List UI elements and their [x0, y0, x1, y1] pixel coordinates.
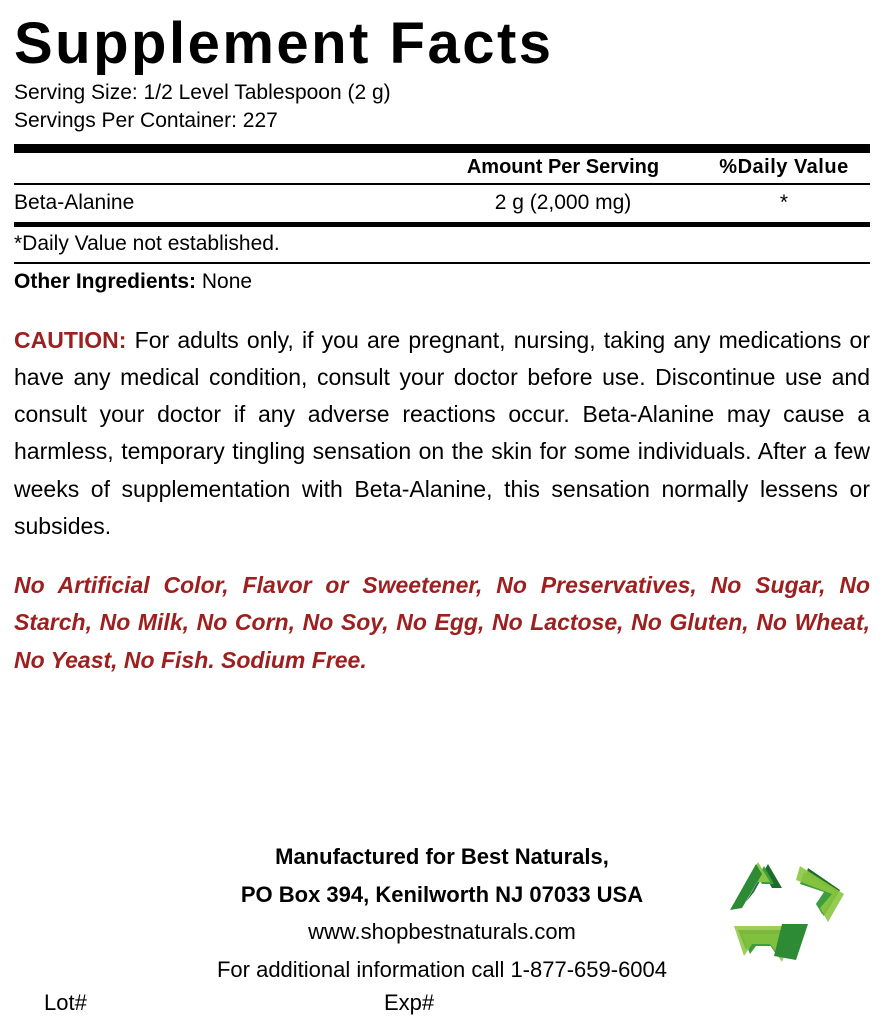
daily-value-footnote: *Daily Value not established.: [14, 231, 280, 255]
page-title: Supplement Facts: [14, 11, 554, 76]
manufactured-for-line: Manufactured for Best Naturals,: [275, 844, 609, 870]
lot-exp-row: [14, 990, 870, 1016]
footer: [0, 838, 884, 1016]
other-ingredients-label: Other Ingredients:: [14, 269, 197, 293]
facts-table-header: [14, 153, 870, 183]
recycle-icon: [712, 846, 862, 974]
caution-label: CAUTION:: [14, 326, 127, 353]
serving-size-line: Serving Size: 1/2 Level Tablespoon (2 g): [14, 80, 391, 104]
free-from-claims: No Artificial Color, Flavor or Sweetener, No Preservatives, No Sugar, No Starch, No Milk, No Corn, No Soy, No Egg, No Lactose, No Gluten, No Wheat, No Yeast, No Fish. Sodium Free.: [14, 572, 870, 673]
phone-line: For additional information call 1-877-659-6004: [216, 956, 668, 982]
caution-text: For adults only, if you are pregnant, nursing, taking any medications or have any medical condition, consult your doctor before use. Discontinue use and consult your doctor if any adverse reactions occur. Beta-Alanine may cause a harmless, temporary tingling sensation on the skin for some individuals. After a few weeks of supplementation with Beta-Alanine, this sensation normally lessens or subsides.: [14, 326, 871, 539]
nutrient-daily-value: *: [779, 190, 789, 214]
lot-label: Lot#: [44, 990, 87, 1015]
divider-thick-top: [14, 144, 870, 153]
nutrient-name: Beta-Alanine: [14, 190, 135, 214]
nutrient-amount: 2 g (2,000 mg): [494, 190, 632, 214]
website-line: www.shopbestnaturals.com: [308, 919, 576, 945]
other-ingredients-value: None: [201, 269, 253, 293]
other-ingredients: [14, 264, 870, 294]
table-row: [14, 185, 870, 222]
servings-per-container-line: Servings Per Container: 227: [14, 109, 278, 133]
column-header-daily-value: %Daily Value: [719, 155, 849, 178]
caution-block: [14, 322, 870, 546]
address-line: PO Box 394, Kenilworth NJ 07033 USA: [240, 881, 644, 907]
column-header-amount-per-serving: Amount Per Serving: [466, 155, 660, 178]
exp-label: Exp#: [384, 990, 435, 1015]
